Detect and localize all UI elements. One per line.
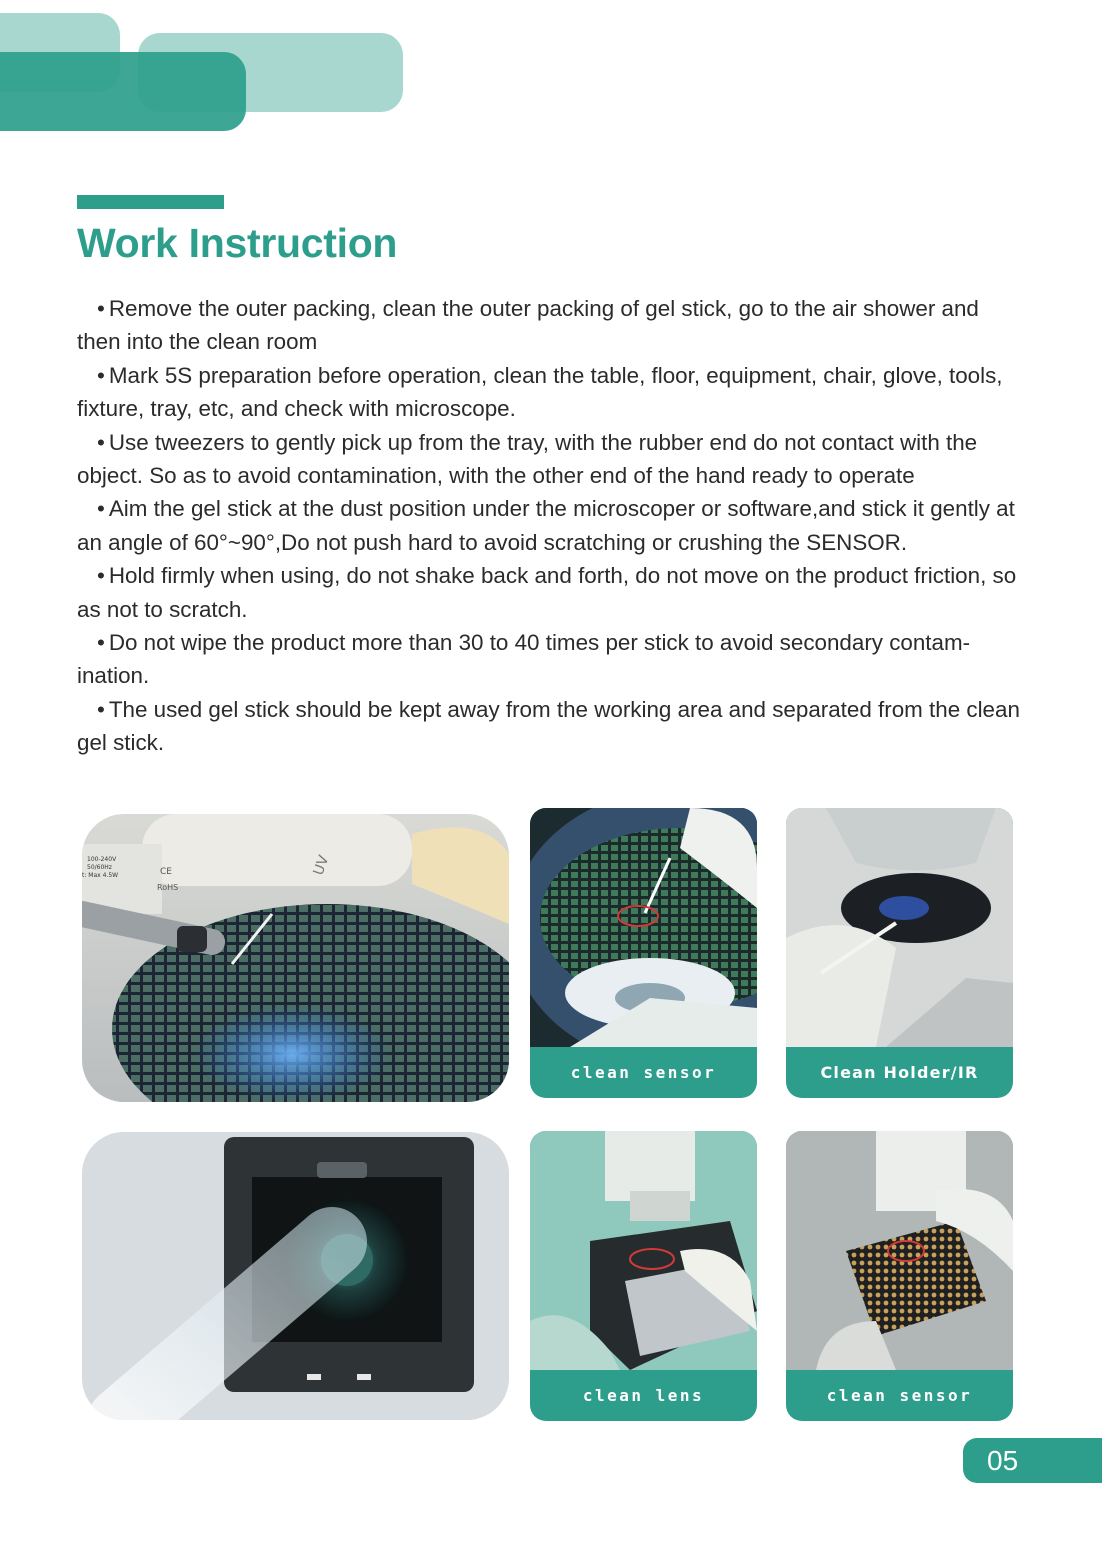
- photo-card-clean-lens: [530, 1131, 757, 1421]
- lens-cleaning-photo: [82, 1132, 509, 1420]
- instruction-item: • Mark 5S preparation before operation, clean the table, floor, equipment, chair, glove, tools, fixture, tray, etc, and check with microscope.: [77, 362, 1003, 422]
- bullet-icon: •: [97, 496, 105, 522]
- clean-lens-photo: [530, 1131, 757, 1370]
- bullet-icon: •: [97, 563, 105, 589]
- ce-mark-label: CE: [160, 867, 172, 877]
- clean-holder-ir-photo: [786, 808, 1013, 1047]
- page-number: 05: [963, 1438, 1102, 1483]
- page-title: Work Instruction: [77, 220, 398, 266]
- title-accent-bar: [77, 195, 224, 209]
- instruction-item: • The used gel stick should be kept away from the working area and separated from the clean gel stick.: [77, 696, 1020, 756]
- device-spec-label: 50/60Hz: [87, 864, 112, 871]
- bullet-icon: •: [97, 296, 105, 321]
- instruction-list: [77, 292, 1022, 760]
- photo-caption: clean sensor: [826, 1386, 973, 1405]
- clean-sensor-tray-photo: [786, 1131, 1013, 1370]
- bullet-icon: •: [97, 429, 105, 455]
- bullet-icon: •: [97, 696, 105, 722]
- header-decoration-shape: [0, 52, 246, 131]
- instruction-item: • Aim the gel stick at the dust position under the microscoper or software,and stick it gently at an angle of 60°~90°,Do not push hard to avoid scratching or crushing the SENSOR.: [77, 496, 1015, 555]
- uv-label: UV: [310, 853, 333, 878]
- device-spec-label: t: Max 4.5W: [82, 872, 119, 879]
- photo-caption: clean sensor: [570, 1063, 717, 1082]
- instruction-item: • Hold firmly when using, do not shake back and forth, do not move on the product friction, so as not to scratch.: [77, 563, 1017, 622]
- rohs-label: RoHS: [157, 883, 179, 892]
- photo-card-clean-sensor-2: [786, 1131, 1013, 1421]
- instruction-item: • Do not wipe the product more than 30 to 40 times per stick to avoid secondary contam-ination.: [77, 630, 971, 689]
- photo-card-clean-sensor: [530, 808, 757, 1098]
- wafer-cleaning-photo: [82, 814, 509, 1102]
- bullet-icon: •: [97, 362, 105, 388]
- device-spec-label: 100-240V: [87, 856, 117, 863]
- clean-sensor-photo: [530, 808, 757, 1047]
- bullet-icon: •: [97, 630, 105, 656]
- instruction-item: • Remove the outer packing, clean the outer packing of gel stick, go to the air shower and then into the clean room: [77, 296, 979, 355]
- photo-caption: Clean Holder/IR: [820, 1063, 979, 1082]
- photo-caption: clean lens: [582, 1386, 705, 1405]
- photo-card-clean-holder-ir: [786, 808, 1013, 1098]
- instruction-item: • Use tweezers to gently pick up from the tray, with the rubber end do not contact with the object. So as to avoid contamination, with the other end of the hand ready to operate: [77, 429, 978, 489]
